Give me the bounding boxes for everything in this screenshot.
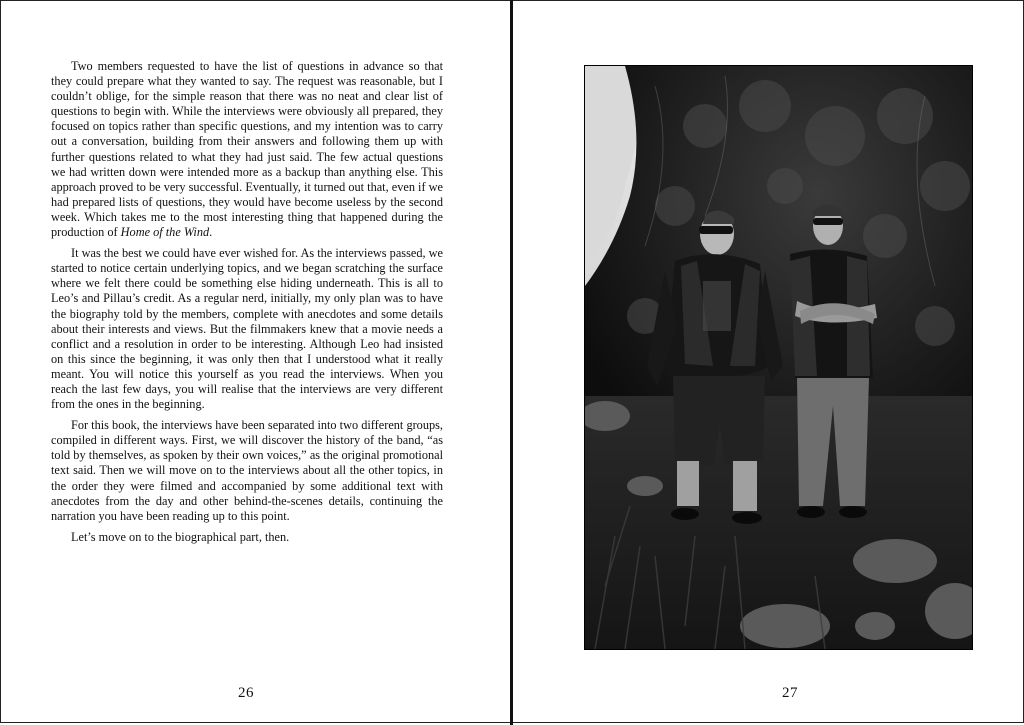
paragraph-1 — [51, 59, 443, 240]
paragraph-4: Let’s move on to the biographical part, then. — [71, 529, 290, 544]
page-number-right: 27 — [782, 685, 798, 701]
paragraph-1-tail: . — [209, 225, 213, 240]
body-text — [51, 59, 443, 545]
italic-book-title: Home of the Wind — [120, 225, 210, 240]
paragraph-2: It was the best we could have ever wished for. As the interviews passed, we started to notice certain underlying topics, and we began scratching the surface where we felt there could be something else hiding underneath. This is all to Leo’s and Pillau’s credit. As a regular nerd, initially, my only plan was to have the biography told by the members, complete with anecdotes and some details about their interests and views. But the filmmakers knew that a movie needs a conflict and a resolution in order to be interesting. Although Leo had insisted on this since the beginning, it was only then that I understood what it really meant. You will notice this yourself as you read the interviews. When you reach the last few days, you will realise that the interviews are very different from the ones in the beginning. — [51, 246, 443, 412]
paragraph-3: For this book, the interviews have been separated into two different groups, compiled in different ways. First, we will discover the history of the band, “as told by themselves, as spoken by their own voices,” as the original promotional text said. Then we will move on to the interviews about all the other topics, in the order they were filmed and accompanied by some additional text with anecdotes from the day and other behind-the-scenes details, continuing the narration you have been reading up to this point. — [51, 418, 443, 523]
paragraph-1-text: Two members requested to have the list of questions in advance so that they could prepare what they wanted to say. The request was reasonable, but I couldn’t oblige, for the simple reason that there was no neat and clear list of questions to begin with. While the interviews were obviously all prepared, they focused on topics rather than specific questions, and my intention was to carry out a conversation, building from their answers and following them up with further questions related to what they had just said. The few actual questions we had written down were intended more as a backup than anything else. This approach proved to be very successful. Eventually, it turned out that, even if we had prepared lists of questions, they would have become useless by the second week. Which takes me to the most interesting thing that happened during the production of — [51, 59, 443, 240]
band-photo — [584, 65, 973, 650]
photo-illustration — [585, 66, 972, 649]
right-page — [513, 0, 1024, 723]
page-number-left: 26 — [238, 685, 254, 701]
left-page — [0, 0, 511, 723]
